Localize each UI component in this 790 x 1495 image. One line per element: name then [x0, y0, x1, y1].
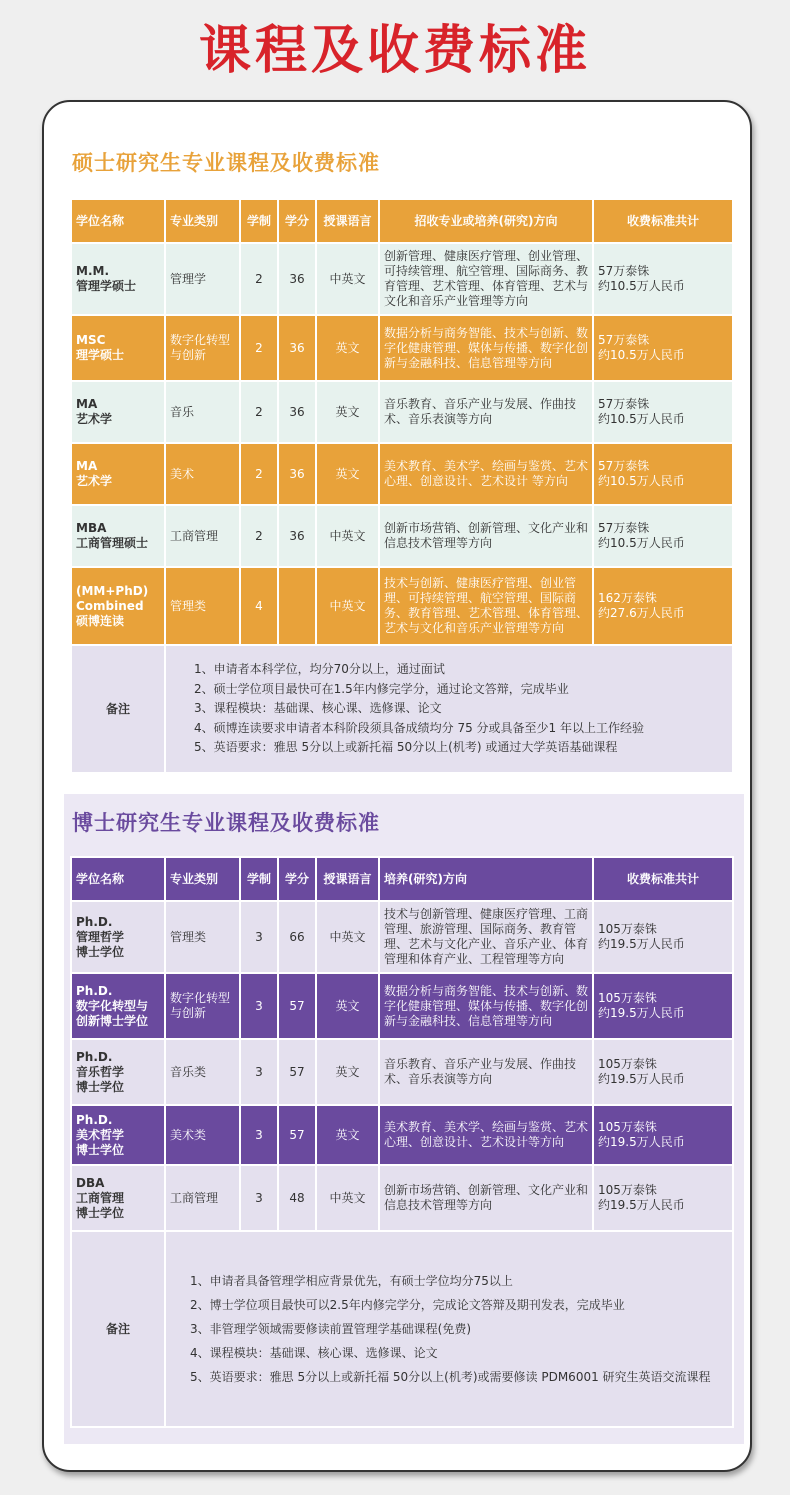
degree-cell: Ph.D. 音乐哲学 博士学位: [71, 1039, 165, 1105]
language-cell: 中英文: [316, 1165, 379, 1231]
direction-cell: 音乐教育、音乐产业与发展、作曲技术、音乐表演等方向: [379, 1039, 593, 1105]
fee-cell: 105万泰铢 约19.5万人民币: [593, 973, 733, 1039]
header-language: 授课语言: [316, 857, 379, 901]
fee-cell: 105万泰铢 约19.5万人民币: [593, 1105, 733, 1165]
direction-cell: 创新市场营销、创新管理、文化产业和信息技术管理等方向: [379, 505, 593, 567]
years-cell: 2: [240, 315, 278, 381]
header-credits: 学分: [278, 857, 316, 901]
header-years: 学制: [240, 199, 278, 243]
language-cell: 英文: [316, 381, 379, 443]
fee-cell: 105万泰铢 约19.5万人民币: [593, 1039, 733, 1105]
header-years: 学制: [240, 857, 278, 901]
credits-cell: 36: [278, 443, 316, 505]
years-cell: 3: [240, 973, 278, 1039]
direction-cell: 美术教育、美术学、绘画与鉴赏、艺术心理、创意设计、艺术设计等方向: [379, 1105, 593, 1165]
page-title: 课程及收费标准: [198, 21, 591, 81]
doctor-table: [70, 856, 734, 1428]
master-section-title: 硕士研究生专业课程及收费标准: [72, 151, 380, 175]
category-cell: 数字化转型与创新: [165, 973, 240, 1039]
direction-cell: 音乐教育、音乐产业与发展、作曲技术、音乐表演等方向: [379, 381, 593, 443]
header-degree: 学位名称: [71, 199, 165, 243]
header-fee: 收费标准共计: [593, 857, 733, 901]
header-fee: 收费标准共计: [593, 199, 733, 243]
language-cell: 英文: [316, 315, 379, 381]
credits-cell: 48: [278, 1165, 316, 1231]
table-row: [71, 1165, 733, 1231]
credits-cell: 36: [278, 505, 316, 567]
table-row: [71, 567, 733, 645]
credits-cell: 36: [278, 381, 316, 443]
language-cell: 中英文: [316, 567, 379, 645]
credits-cell: 36: [278, 315, 316, 381]
fee-cell: 57万泰铢 约10.5万人民币: [593, 315, 733, 381]
direction-cell: 数据分析与商务智能、技术与创新、数字化健康管理、媒体与传播、数字化创新与金融科技、信息管理等方向: [379, 315, 593, 381]
years-cell: 3: [240, 1039, 278, 1105]
degree-cell: (MM+PhD) Combined 硕博连读: [71, 567, 165, 645]
table-row: [71, 443, 733, 505]
fee-cell: 105万泰铢 约19.5万人民币: [593, 1165, 733, 1231]
degree-cell: Ph.D. 数字化转型与 创新博士学位: [71, 973, 165, 1039]
category-cell: 美术类: [165, 1105, 240, 1165]
degree-cell: MA 艺术学: [71, 381, 165, 443]
table-row: [71, 901, 733, 973]
category-cell: 工商管理: [165, 1165, 240, 1231]
master-header-row: [71, 199, 733, 243]
fee-cell: 105万泰铢 约19.5万人民币: [593, 901, 733, 973]
language-cell: 英文: [316, 1039, 379, 1105]
header-direction: 招收专业或培养(研究)方向: [379, 199, 593, 243]
direction-cell: 美术教育、美术学、绘画与鉴赏、艺术心理、创意设计、艺术设计 等方向: [379, 443, 593, 505]
language-cell: 英文: [316, 1105, 379, 1165]
category-cell: 音乐类: [165, 1039, 240, 1105]
doctor-header-row: [71, 857, 733, 901]
credits-cell: 36: [278, 243, 316, 315]
note-item: 1、申请者具备管理学相应背景优先，有硕士学位均分75以上: [190, 1274, 513, 1288]
direction-cell: 数据分析与商务智能、技术与创新、数字化健康管理、媒体与传播、数字化创新与金融科技、信息管理等方向: [379, 973, 593, 1039]
table-row: [71, 973, 733, 1039]
language-cell: 英文: [316, 973, 379, 1039]
note-item: 4、课程模块：基础课、核心课、选修课、论文: [190, 1346, 438, 1360]
years-cell: 3: [240, 901, 278, 973]
degree-cell: Ph.D. 管理哲学 博士学位: [71, 901, 165, 973]
fee-cell: 162万泰铢 约27.6万人民币: [593, 567, 733, 645]
header-degree: 学位名称: [71, 857, 165, 901]
header-direction: 培养(研究)方向: [379, 857, 593, 901]
credits-cell: 57: [278, 973, 316, 1039]
note-item: 2、硕士学位项目最快可在1.5年内修完学分，通过论文答辩，完成毕业: [194, 681, 569, 696]
degree-cell: MBA 工商管理硕士: [71, 505, 165, 567]
header-category: 专业类别: [165, 199, 240, 243]
direction-cell: 创新市场营销、创新管理、文化产业和信息技术管理等方向: [379, 1165, 593, 1231]
category-cell: 数字化转型与创新: [165, 315, 240, 381]
category-cell: 美术: [165, 443, 240, 505]
direction-cell: 技术与创新管理、健康医疗管理、工商管理、旅游管理、国际商务、教育管理、艺术与文化产业、音乐产业、体育管理和体育产业、工程管理等方向: [379, 901, 593, 973]
years-cell: 2: [240, 381, 278, 443]
table-row: [71, 243, 733, 315]
notes-label: 备注: [71, 1231, 165, 1427]
years-cell: 4: [240, 567, 278, 645]
notes-row: [71, 645, 733, 773]
master-table: [70, 198, 734, 774]
notes-row: [71, 1231, 733, 1427]
doctor-section-title: 博士研究生专业课程及收费标准: [72, 811, 380, 835]
direction-cell: 技术与创新、健康医疗管理、创业管理、可持续管理、航空管理、国际商务、教育管理、艺术管理、体育管理、艺术与文化和音乐产业管理等方向: [379, 567, 593, 645]
credits-cell: 57: [278, 1105, 316, 1165]
direction-cell: 创新管理、健康医疗管理、创业管理、可持续管理、航空管理、国际商务、教育管理、艺术管理、体育管理、艺术与文化和音乐产业管理等方向: [379, 243, 593, 315]
note-item: 3、非管理学领域需要修读前置管理学基础课程(免费): [190, 1322, 472, 1336]
table-row: [71, 505, 733, 567]
header-category: 专业类别: [165, 857, 240, 901]
credits-cell: 57: [278, 1039, 316, 1105]
degree-cell: DBA 工商管理 博士学位: [71, 1165, 165, 1231]
fee-card: [42, 100, 752, 1472]
note-item: 3、课程模块：基础课、核心课、选修课、论文: [194, 701, 442, 716]
table-row: [71, 1105, 733, 1165]
degree-cell: M.M. 管理学硕士: [71, 243, 165, 315]
note-item: 4、硕博连读要求申请者本科阶段须具备成绩均分 75 分或具备至少1 年以上工作经验: [194, 720, 644, 735]
years-cell: 3: [240, 1165, 278, 1231]
note-item: 5、英语要求：雅思 5分以上或新托福 50分以上(机考) 或通过大学英语基础课程: [194, 740, 618, 755]
fee-cell: 57万泰铢 约10.5万人民币: [593, 381, 733, 443]
credits-cell: [278, 567, 316, 645]
category-cell: 管理类: [165, 567, 240, 645]
header-credits: 学分: [278, 199, 316, 243]
language-cell: 中英文: [316, 243, 379, 315]
years-cell: 2: [240, 505, 278, 567]
note-item: 2、博士学位项目最快可以2.5年内修完学分，完成论文答辩及期刊发表，完成毕业: [190, 1298, 625, 1312]
notes-cell: [165, 645, 733, 773]
category-cell: 音乐: [165, 381, 240, 443]
table-row: [71, 381, 733, 443]
years-cell: 2: [240, 243, 278, 315]
degree-cell: MSC 理学硕士: [71, 315, 165, 381]
credits-cell: 66: [278, 901, 316, 973]
table-row: [71, 1039, 733, 1105]
years-cell: 2: [240, 443, 278, 505]
degree-cell: MA 艺术学: [71, 443, 165, 505]
language-cell: 中英文: [316, 901, 379, 973]
degree-cell: Ph.D. 美术哲学 博士学位: [71, 1105, 165, 1165]
fee-cell: 57万泰铢 约10.5万人民币: [593, 443, 733, 505]
category-cell: 管理学: [165, 243, 240, 315]
table-row: [71, 315, 733, 381]
note-item: 5、英语要求：雅思 5分以上或新托福 50分以上(机考)或需要修读 PDM6001 研究生英语交流课程: [190, 1370, 711, 1384]
category-cell: 工商管理: [165, 505, 240, 567]
notes-cell: [165, 1231, 733, 1427]
category-cell: 管理类: [165, 901, 240, 973]
notes-label: 备注: [71, 645, 165, 773]
language-cell: 英文: [316, 443, 379, 505]
fee-cell: 57万泰铢 约10.5万人民币: [593, 243, 733, 315]
note-item: 1、申请者本科学位，均分70分以上，通过面试: [194, 662, 445, 677]
years-cell: 3: [240, 1105, 278, 1165]
fee-cell: 57万泰铢 约10.5万人民币: [593, 505, 733, 567]
header-language: 授课语言: [316, 199, 379, 243]
language-cell: 中英文: [316, 505, 379, 567]
